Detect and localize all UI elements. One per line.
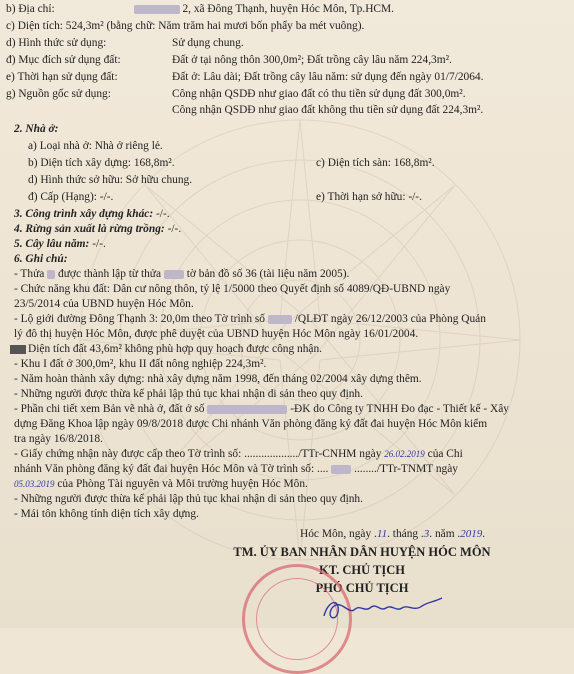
note-zones: - Khu I đất ở 300,0m², khu II đất nông nghiệp 224,3m². (14, 358, 267, 370)
ownership-term: e) Thời hạn sở hữu: -/-. (316, 191, 422, 203)
note-issuance-3-text: của Phòng Tài nguyên và Môi trường huyện Hóc Môn. (57, 478, 308, 490)
area-row: c) Diện tích: 524,3m² (bằng chữ: Năm trăm hai mươi bốn phẩy ba mét vuông). (6, 20, 365, 32)
note-unrecognized-text: Diện tích đất 43,6m² không phù hợp quy hoạch được công nhận. (28, 343, 323, 355)
other-construction-row (14, 207, 170, 221)
house-type: a) Loại nhà ở: Nhà ở riêng lẻ. (28, 140, 163, 152)
redacted-road-doc (268, 315, 292, 324)
signing-date (300, 527, 485, 541)
note-issuance-2 (14, 462, 458, 476)
note-roof: - Mái tôn không tính diện tích xây dựng. (14, 508, 199, 520)
note-issuance-1 (14, 447, 463, 461)
note-zoning-1: - Chức năng khu đất: Dân cư nông thôn, tỷ lệ 1/5000 theo Quyết định số 4089/QĐ-UBND ngày (14, 283, 451, 295)
signature-org: TM. ỦY BAN NHÂN DÂN HUYỆN HÓC MÔN (233, 545, 491, 559)
signature-role-2: PHÓ CHỦ TỊCH (315, 581, 409, 595)
note-issuance-3 (14, 477, 308, 491)
origin-value-2: Công nhận QSDĐ như giao đất không thu tiền sử dụng đất 224,3m². (172, 104, 484, 116)
address-label: b) Địa chỉ: (6, 3, 55, 15)
handwritten-date-1: 26.02.2019 (384, 449, 425, 459)
section-house-heading: 2. Nhà ở: (14, 123, 59, 135)
handwritten-day: 11 (376, 528, 388, 540)
note-drawing-1 (14, 402, 509, 416)
redacted-drawing-no (207, 405, 287, 414)
date-end: . (482, 528, 486, 540)
note-road-suffix: /QLĐT ngày 26/12/2003 của Phòng Quản (294, 313, 486, 325)
address-row (6, 2, 394, 16)
note-road-2: lý đô thị huyện Hóc Môn, được phê duyệt của UBND huyện Hóc Môn ngày 16/01/2004. (14, 328, 419, 340)
notes-heading: 6. Ghi chú: (14, 253, 68, 265)
note-drawing-suffix: -ĐK do Công ty TNHH Đo đạc - Thiết kế - Xây (290, 403, 509, 415)
usage-form-label: d) Hình thức sử dụng: (6, 37, 107, 49)
date-month-label: . tháng . (387, 528, 424, 540)
redacted-parcel (47, 270, 55, 279)
note-drawing-prefix: - Phần chi tiết xem Bản vẽ nhà ở, đất ở số (14, 403, 205, 415)
redacted-parcel-origin (164, 270, 184, 279)
purpose-label: đ) Mục đích sử dụng đất: (6, 54, 121, 66)
redacted-block (10, 345, 26, 354)
note-drawing-3: tra ngày 16/8/2018. (14, 433, 103, 445)
planted-forest-heading: 4. Rừng sản xuất là rừng trồng: (14, 223, 165, 235)
floor-area: c) Diện tích sàn: 168,8m². (316, 157, 435, 169)
origin-label: g) Nguồn gốc sử dụng: (6, 88, 111, 100)
other-construction-heading: 3. Công trình xây dựng khác: (14, 208, 154, 220)
planted-forest-value: -/-. (167, 223, 182, 235)
term-value: Đất ở: Lâu dài; Đất trồng cây lâu năm: sử dụng đến ngày 01/7/2064. (172, 71, 484, 83)
origin-value-1: Công nhận QSDĐ như giao đất có thu tiền sử dụng đất 300,0m². (172, 88, 466, 100)
usage-form-value: Sử dụng chung. (172, 37, 244, 49)
note-parcel-mid: được thành lập từ thửa (58, 268, 162, 280)
note-issuance-suffix: của Chi (427, 448, 463, 460)
note-road-1 (14, 312, 486, 326)
note-parcel-prefix: - Thửa (14, 268, 45, 280)
purpose-value: Đất ở tại nông thôn 300,0m²; Đất trồng cây lâu năm 224,3m². (172, 54, 452, 66)
note-heirs-1: - Những người được thừa kế phải lập thủ tục khai nhận di sản theo quy định. (14, 388, 363, 400)
note-parcel-origin (14, 267, 349, 281)
term-label: e) Thời hạn sử dụng đất: (6, 71, 118, 83)
note-heirs-2: - Những người được thừa kế phải lập thủ tục khai nhận di sản theo quy định. (14, 493, 363, 505)
handwritten-month: 3 (423, 528, 430, 540)
note-zoning-2: 23/5/2014 của UBND huyện Hóc Môn. (14, 298, 194, 310)
handwritten-year: 2019 (460, 528, 483, 540)
ownership-form: d) Hình thức sở hữu: Sở hữu chung. (28, 174, 193, 186)
handwritten-date-2: 05.03.2019 (14, 479, 55, 489)
note-issuance-2-suffix: ......../TTr-TNMT ngày (354, 463, 458, 475)
perennial-value: -/-. (92, 238, 106, 250)
note-parcel-map: tờ bản đồ số 36 (tài liệu năm 2005). (186, 268, 350, 280)
note-issuance-2-prefix: nhánh Văn phòng đăng ký đất đai huyện Hóc Môn và Tờ trình số: .... (14, 463, 329, 475)
date-prefix: Hóc Môn, ngày . (300, 528, 377, 540)
house-grade: đ) Cấp (Hạng): -/-. (28, 191, 114, 203)
date-year-label: . năm . (429, 528, 461, 540)
note-road-prefix: - Lộ giới đường Đông Thạnh 3: 20,0m theo Tờ trình số (14, 313, 265, 325)
perennial-row (14, 237, 106, 251)
note-drawing-2: dựng Đăng Khoa lập ngày 09/8/2018 được Chi nhánh Văn phòng đăng ký đất đai huyện Hóc Môn kiểm (14, 418, 488, 430)
note-issuance-prefix: - Giấy chứng nhận này được cấp theo Tờ trình số: .................../TTr-CNHM ngày (14, 448, 382, 460)
signature-scribble (318, 588, 448, 624)
signature-role-1: KT. CHỦ TỊCH (318, 563, 405, 577)
planted-forest-row (14, 222, 181, 236)
redacted-address (134, 5, 180, 14)
other-construction-value: -/-. (155, 208, 170, 220)
perennial-heading: 5. Cây lâu năm: (14, 238, 90, 250)
address-value: 2, xã Đông Thạnh, huyện Hóc Môn, Tp.HCM. (182, 3, 394, 15)
note-unrecognized-area (10, 342, 322, 356)
redacted-tnmt-no (331, 465, 351, 474)
building-area: b) Diện tích xây dựng: 168,8m². (28, 157, 175, 169)
note-completion: - Năm hoàn thành xây dựng: nhà xây dựng năm 1998, đến tháng 02/2004 xây dựng thêm. (14, 373, 422, 385)
